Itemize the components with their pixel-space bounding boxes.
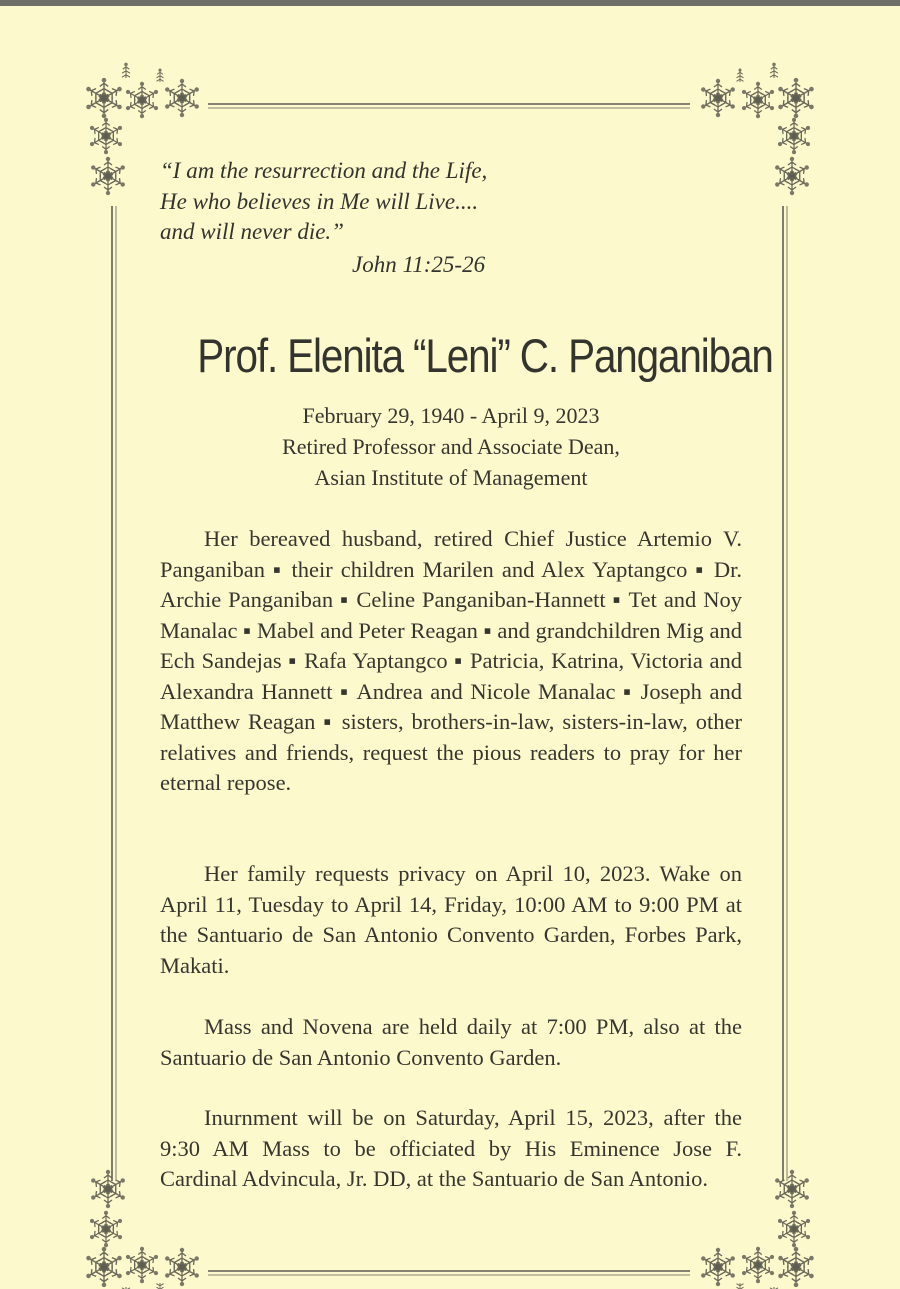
paragraph-text: Inurnment will be on Saturday, April 15, 2023, after the 9:30 AM Mass to be officiated by His Eminence Jose F. Cardinal Advincula, Jr. DD, at the Santuario de San Antonio. (160, 1105, 742, 1191)
verse-line: “I am the resurrection and the Life, (160, 158, 488, 183)
inurnment-paragraph (160, 1103, 742, 1195)
life-dates: February 29, 1940 - April 9, 2023 (302, 403, 600, 428)
title-line: Retired Professor and Associate Dean, (282, 434, 620, 459)
institution-line: Asian Institute of Management (314, 465, 588, 490)
deceased-details (160, 400, 742, 493)
paragraph-text: Her family requests privacy on April 10, 2023. Wake on April 11, Tuesday to April 14, Friday, 10:00 AM to 9:00 PM at the Santuario de San Antonio Convento Garden, Forbes Park, Makati. (160, 861, 742, 978)
wake-paragraph (160, 859, 742, 981)
paragraph-text: Mass and Novena are held daily at 7:00 PM, also at the Santuario de San Antonio Convento Garden. (160, 1014, 742, 1070)
family-paragraph (160, 524, 742, 799)
obituary-card (0, 6, 900, 1289)
verse-line: and will never die.” (160, 219, 344, 244)
scripture-verse (160, 156, 742, 280)
paragraph-text: Her bereaved husband, retired Chief Justice Artemio V. Panganiban ▪ their children Marilen and Alex Yaptangco ▪ Dr. Archie Panganiban ▪ Celine Panganiban-Hannett ▪ Tet and Noy Manalac ▪ Mabel and Peter Reagan ▪ and grandchildren Mig and Ech Sandejas ▪ Rafa Yaptangco ▪ Patricia, Katrina, Victoria and Alexandra Hannett ▪ Andrea and Nicole Manalac ▪ Joseph and Matthew Reagan ▪ sisters, brothers-in-law, sisters-in-law, other relatives and friends, request the pious readers to pray for her eternal repose. (160, 526, 742, 795)
verse-reference: John 11:25-26 (352, 251, 486, 277)
verse-line: He who believes in Me will Live.... (160, 188, 479, 214)
mass-paragraph (160, 1012, 742, 1073)
deceased-name: Prof. Elenita “Leni” C. Panganiban (197, 329, 773, 382)
